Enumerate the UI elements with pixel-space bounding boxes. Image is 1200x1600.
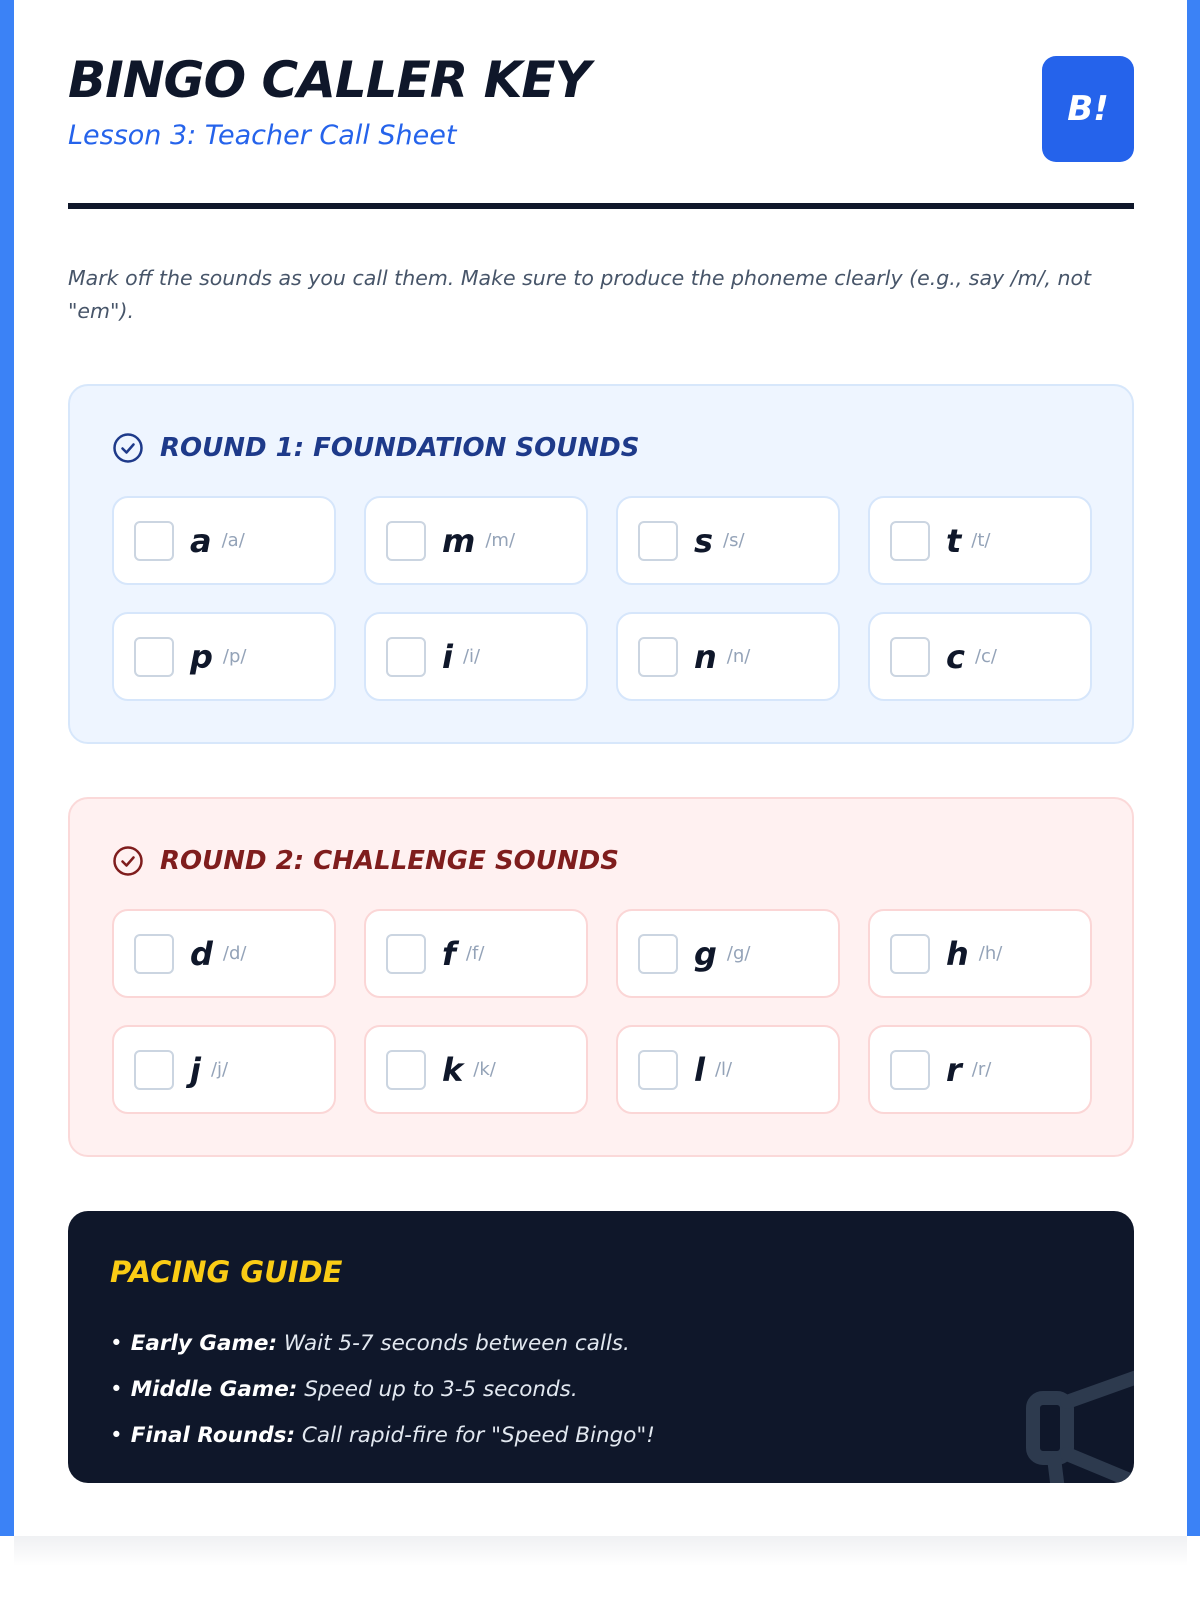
sound-checkbox[interactable] [638,1050,678,1090]
sound-tile[interactable] [112,909,336,998]
sound-letter: k [442,1050,464,1089]
page-shadow [14,1536,1187,1566]
sound-phoneme: /h/ [978,943,1003,964]
sound-letter: j [190,1050,201,1089]
sound-phoneme: /j/ [210,1059,229,1080]
left-border [0,0,14,1536]
instructions-text: Mark off the sounds as you call them. Make sure to produce the phoneme clearly (e.g., say /m/, not "em"). [68,266,1092,323]
list-item: • Final Rounds: Call rapid-fire for "Speed Bingo"! [110,1423,655,1448]
page-subtitle: Lesson 3: Teacher Call Sheet [68,120,457,151]
round-1-panel [68,384,1134,744]
sound-checkbox[interactable] [638,521,678,561]
sound-tile[interactable] [868,612,1092,701]
sound-tile[interactable] [364,612,588,701]
round-2-heading [112,843,619,879]
sound-letter: p [190,637,213,676]
header-divider [68,203,1134,209]
sound-phoneme: /a/ [221,530,245,551]
sound-checkbox[interactable] [134,934,174,974]
sound-letter: g [694,934,717,973]
sound-letter: t [946,521,962,560]
sound-tile[interactable] [112,612,336,701]
sound-phoneme: /i/ [462,646,481,667]
pacing-guide-panel [68,1211,1134,1483]
sound-tile[interactable] [868,909,1092,998]
bingo-badge: B! [1042,56,1134,162]
pacing-term: Early Game: [130,1331,278,1356]
sound-letter: a [190,521,212,560]
sound-tile[interactable] [112,1025,336,1114]
sound-phoneme: /n/ [726,646,751,667]
sound-checkbox[interactable] [638,934,678,974]
sound-checkbox[interactable] [386,637,426,677]
round-2-panel [68,797,1134,1157]
sound-checkbox[interactable] [890,1050,930,1090]
sound-letter: n [694,637,717,676]
pacing-guide-title: PACING GUIDE [110,1255,343,1289]
sound-phoneme: /p/ [222,646,247,667]
sound-letter: s [694,521,714,560]
sound-letter: i [442,637,453,676]
sound-tile[interactable] [616,1025,840,1114]
sound-phoneme: /c/ [974,646,997,667]
round-1-heading [112,430,639,466]
sound-phoneme: /l/ [714,1059,733,1080]
list-item: • Early Game: Wait 5-7 seconds between calls. [110,1331,630,1356]
sound-letter: c [946,637,965,676]
page-title: BINGO CALLER KEY [68,51,590,109]
megaphone-icon [1008,1356,1134,1483]
check-circle-icon [112,432,144,464]
sound-checkbox[interactable] [890,637,930,677]
round-2-title: ROUND 2: CHALLENGE SOUNDS [160,846,619,876]
sound-phoneme: /r/ [971,1059,992,1080]
sound-checkbox[interactable] [386,1050,426,1090]
sound-tile[interactable] [364,496,588,585]
pacing-text: Speed up to 3-5 seconds. [297,1377,578,1402]
sound-phoneme: /g/ [726,943,751,964]
sound-checkbox[interactable] [386,934,426,974]
round-1-title: ROUND 1: FOUNDATION SOUNDS [160,433,640,463]
sound-checkbox[interactable] [386,521,426,561]
sound-phoneme: /d/ [222,943,247,964]
sound-tile[interactable] [868,1025,1092,1114]
sound-letter: l [694,1050,705,1089]
sound-phoneme: /m/ [485,530,516,551]
sound-phoneme: /s/ [723,530,745,551]
pacing-term: Middle Game: [130,1377,298,1402]
pacing-term: Final Rounds: [130,1423,296,1448]
sound-letter: d [190,934,213,973]
right-border [1187,0,1200,1536]
header [68,50,1134,170]
sound-checkbox[interactable] [890,521,930,561]
sound-tile[interactable] [112,496,336,585]
sound-tile[interactable] [364,909,588,998]
sound-phoneme: /f/ [465,943,485,964]
sound-checkbox[interactable] [638,637,678,677]
sound-phoneme: /t/ [971,530,991,551]
sound-checkbox[interactable] [134,1050,174,1090]
sound-checkbox[interactable] [890,934,930,974]
sound-tile[interactable] [616,496,840,585]
sound-tile[interactable] [868,496,1092,585]
list-item: • Middle Game: Speed up to 3-5 seconds. [110,1377,578,1402]
sound-tile[interactable] [616,612,840,701]
sound-checkbox[interactable] [134,521,174,561]
sound-letter: m [442,521,476,560]
check-circle-icon [112,845,144,877]
sound-tile[interactable] [616,909,840,998]
sound-letter: r [946,1050,962,1089]
sound-phoneme: /k/ [473,1059,496,1080]
sound-letter: h [946,934,969,973]
pacing-text: Call rapid-fire for "Speed Bingo"! [295,1423,655,1448]
pacing-guide-list [110,1329,655,1467]
sound-checkbox[interactable] [134,637,174,677]
sound-letter: f [442,934,456,973]
sound-tile[interactable] [364,1025,588,1114]
pacing-text: Wait 5-7 seconds between calls. [277,1331,630,1356]
